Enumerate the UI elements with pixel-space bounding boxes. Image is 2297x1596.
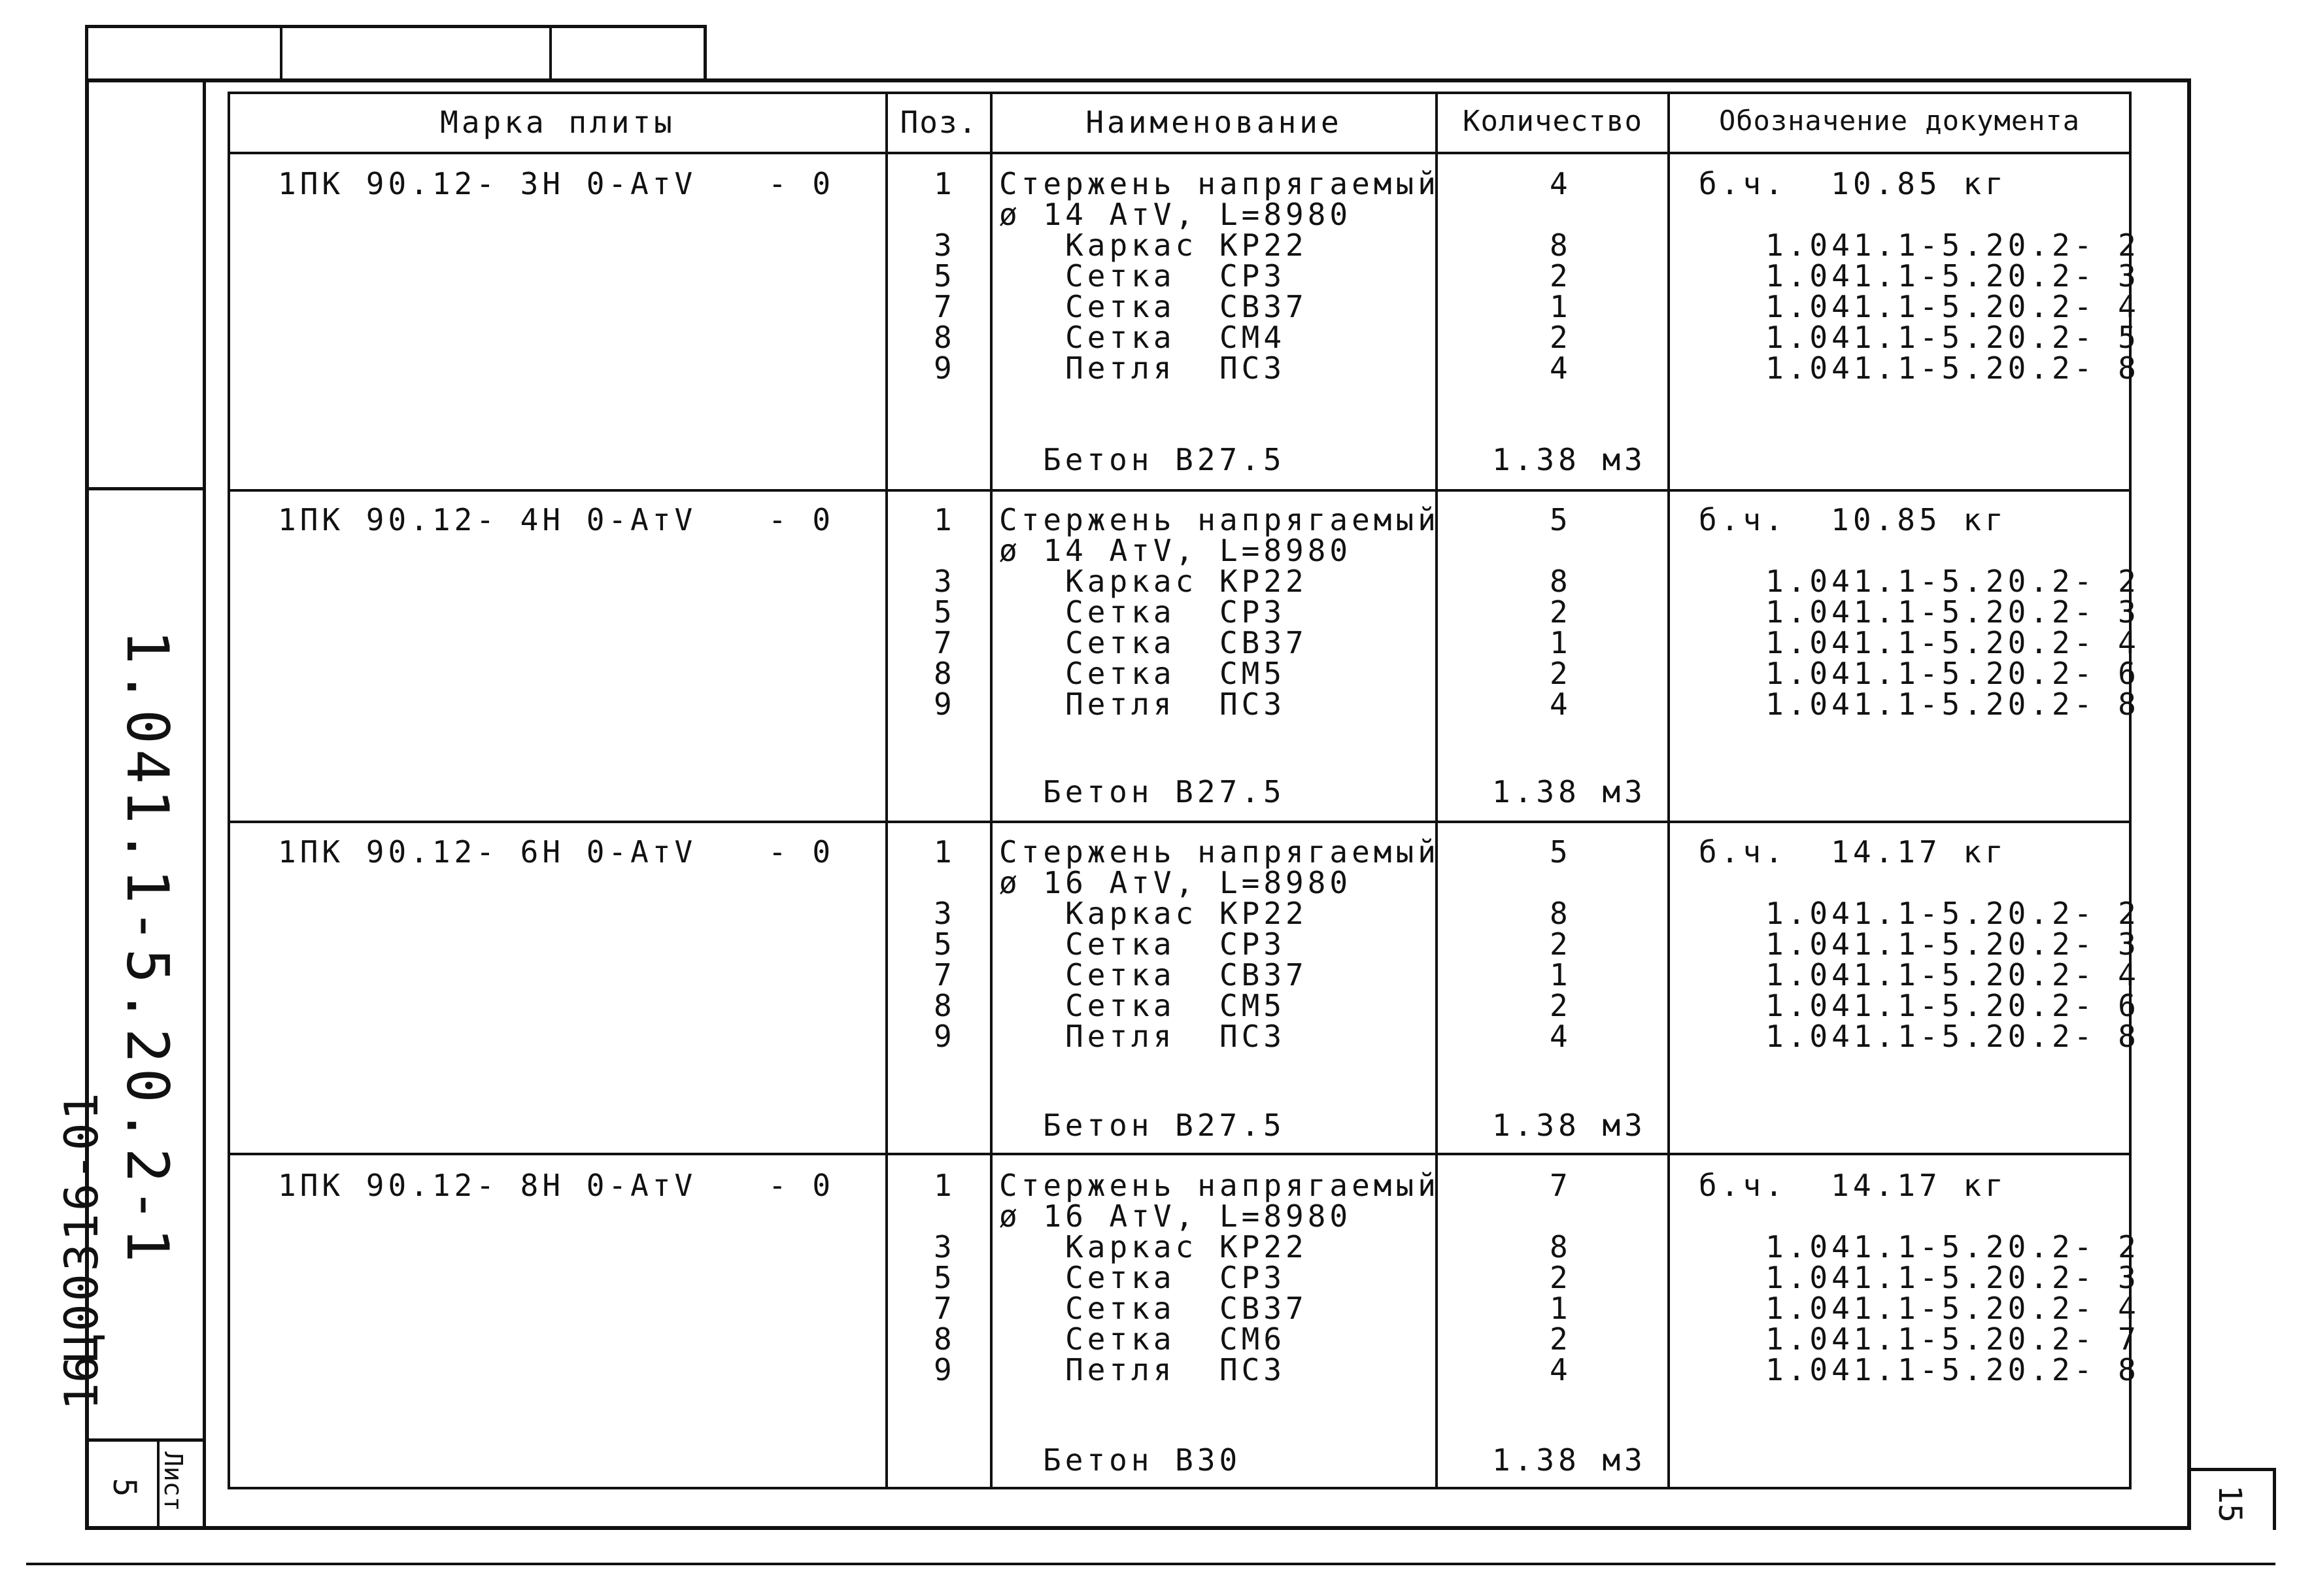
row-name: Стержень напрягаемый ø 16 АтV, L=8980 Каркас КР22 Сетка СР3 Сетка СВ37 Сетка СМ6 Петля ПС3 <box>999 1168 1440 1387</box>
row-doc-mass: б.ч. 10.85 кг <box>1699 502 2007 537</box>
document-code: 1.041.1-5.20.2-1 <box>114 630 181 1268</box>
row-name: Стержень напрягаемый ø 16 АтV, L=8980 Каркас КР22 Сетка СР3 Сетка СВ37 Сетка СМ5 Петля ПС3 <box>999 834 1440 1054</box>
row-doc-mass: б.ч. 14.17 кг <box>1699 1168 2007 1203</box>
list-label: Лист <box>159 1452 188 1512</box>
row-docs: 1.041.1-5.20.2- 2 1.041.1-5.20.2- 3 1.041.1-5.20.2- 4 1.041.1-5.20.2- 5 1.041.1-5.20.2- 8 <box>1765 228 2140 386</box>
row-pos: 1 3 5 7 8 9 <box>934 834 956 1054</box>
page-number: 15 <box>2211 1485 2248 1523</box>
archive-number: 16 <box>55 1355 109 1411</box>
row-concrete: Бетон В27.5 <box>1043 774 1285 809</box>
row-mark-suffix: - 0 <box>768 502 835 537</box>
header-qty: Количество <box>1463 105 1642 138</box>
row-concrete: Бетон В27.5 <box>1043 1108 1285 1143</box>
row-docs: 1.041.1-5.20.2- 2 1.041.1-5.20.2- 3 1.041.1-5.20.2- 4 1.041.1-5.20.2- 7 1.041.1-5.20.2- 8 <box>1765 1229 2140 1387</box>
row-qty: 5 8 2 1 2 4 <box>1550 834 1572 1054</box>
row-qty: 7 8 2 1 2 4 <box>1550 1168 1572 1387</box>
row-doc-mass: б.ч. 14.17 кг <box>1699 834 2007 870</box>
row-concrete: Бетон В27.5 <box>1043 442 1285 477</box>
header-name: Наименование <box>1085 105 1342 140</box>
archive-code: Ц00316-01 <box>55 1090 109 1362</box>
row-concrete-qty: 1.38 м3 <box>1492 774 1646 809</box>
row-mark-suffix: - 0 <box>768 834 835 870</box>
row-mark-suffix: - 0 <box>768 166 835 201</box>
list-value: 5 <box>106 1478 143 1497</box>
header-mark: Марка плиты <box>440 105 675 140</box>
row-concrete-qty: 1.38 м3 <box>1492 1108 1646 1143</box>
row-mark: 1ПК 90.12- 6Н 0-АтV <box>278 834 697 870</box>
row-name: Стержень напрягаемый ø 14 АтV, L=8980 Каркас КР22 Сетка СР3 Сетка СВ37 Сетка СМ5 Петля ПС3 <box>999 502 1440 722</box>
row-concrete-qty: 1.38 м3 <box>1492 442 1646 477</box>
row-concrete: Бетон В30 <box>1043 1442 1242 1478</box>
row-mark-suffix: - 0 <box>768 1168 835 1203</box>
row-pos: 1 3 5 7 8 9 <box>934 502 956 722</box>
header-doc: Обозначение документа <box>1718 105 2080 137</box>
header-pos: Поз. <box>900 105 978 140</box>
row-mark: 1ПК 90.12- 3Н 0-АтV <box>278 166 697 201</box>
row-qty: 5 8 2 1 2 4 <box>1550 502 1572 722</box>
row-mark: 1ПК 90.12- 8Н 0-АтV <box>278 1168 697 1203</box>
row-docs: 1.041.1-5.20.2- 2 1.041.1-5.20.2- 3 1.041.1-5.20.2- 4 1.041.1-5.20.2- 6 1.041.1-5.20.2- 8 <box>1765 564 2140 722</box>
row-concrete-qty: 1.38 м3 <box>1492 1442 1646 1478</box>
row-mark: 1ПК 90.12- 4Н 0-АтV <box>278 502 697 537</box>
row-qty: 4 8 2 1 2 4 <box>1550 166 1572 386</box>
row-docs: 1.041.1-5.20.2- 2 1.041.1-5.20.2- 3 1.041.1-5.20.2- 4 1.041.1-5.20.2- 6 1.041.1-5.20.2- 8 <box>1765 896 2140 1054</box>
row-name: Стержень напрягаемый ø 14 АтV, L=8980 Каркас КР22 Сетка СР3 Сетка СВ37 Сетка СМ4 Петля ПС3 <box>999 166 1440 386</box>
row-pos: 1 3 5 7 8 9 <box>934 166 956 386</box>
row-doc-mass: б.ч. 10.85 кг <box>1699 166 2007 201</box>
row-pos: 1 3 5 7 8 9 <box>934 1168 956 1387</box>
